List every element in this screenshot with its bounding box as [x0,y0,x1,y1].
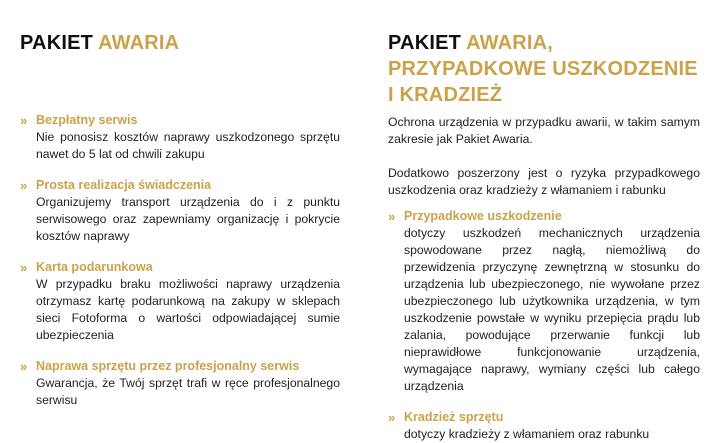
benefit-item-free-service [20,112,340,163]
intro-paragraph: Ochrona urządzenia w przypadku awarii, w takim samym zakresie jak Pakiet Awaria. [388,115,700,146]
bullet-arrow-icon: » [20,113,28,128]
coverage-heading: Kradzież sprzętu [404,410,504,424]
bullet-arrow-icon: » [20,359,28,374]
bullet-arrow-icon: » [388,209,396,224]
bullet-arrow-icon: » [388,410,396,425]
benefit-heading: Karta podarunkowa [36,260,153,274]
title-prefix: PAKIET [388,32,462,54]
extension-paragraph: Dodatkowo poszerzony jest o ryzyka przypadkowego uszkodzenia oraz kradzieży z włamaniem i rabunku [388,166,700,197]
package-full-title [388,30,700,108]
benefit-text: W przypadku braku możliwości naprawy urządzenia otrzymasz kartę podarunkową na zakupy w sklepach sieci Fotoforma o wartości odpowiadającej sumie ubezpieczenia [36,277,340,342]
benefit-text: Nie ponosisz kosztów naprawy uszkodzonego sprzętu nawet do 5 lat od chwili zakupu [36,130,340,161]
coverage-heading: Przypadkowe uszkodzenie [404,209,562,223]
benefit-text: Organizujemy transport urządzenia do i z punktu serwisowego oraz zapewniamy organizację i pokrycie kosztów naprawy [36,195,340,243]
package-awaria-title [20,30,340,56]
coverage-text: dotyczy uszkodzeń mechanicznych urządzenia spowodowane przez nagłą, niemożliwą do przewidzenia przyczynę zewnętrzną w stosunku do urządzenia lub ubezpieczonego, nie wywołane przez ubezpieczonego lub użytkownika urządzenia, w tym uszkodzenie powstałe w wyniku przepięcia prądu lub zalania, powodujące przerwanie funkcji lub nieprawidłowe funkcjonowanie urządzenia, wymagające naprawy, wymiany części lub całego urządzenia [404,226,700,393]
coverage-text: dotyczy kradzieży z włamaniem oraz rabunku [404,427,650,441]
benefit-text: Gwarancja, że Twój sprzęt trafi w ręce profesjonalnego serwisu [36,376,340,407]
benefit-list [20,112,340,409]
benefit-heading: Bezpłatny serwis [36,113,138,127]
benefit-heading: Prosta realizacja świadczenia [36,178,212,192]
bullet-arrow-icon: » [20,178,28,193]
coverage-list [388,208,700,443]
bullet-arrow-icon: » [20,260,28,275]
coverage-item-accidental-damage [388,208,700,395]
benefit-item-professional-service [20,358,340,409]
title-package-name: AWARIA, PRZYPADKOWE USZKODZENIE I KRADZIEŻ [388,32,698,106]
benefit-item-gift-card [20,259,340,344]
coverage-item-theft [388,409,700,443]
benefit-item-simple-claim [20,177,340,245]
benefit-heading: Naprawa sprzętu przez profesjonalny serwis [36,359,300,373]
title-prefix: PAKIET [20,32,94,54]
title-package-name: AWARIA [98,32,180,54]
